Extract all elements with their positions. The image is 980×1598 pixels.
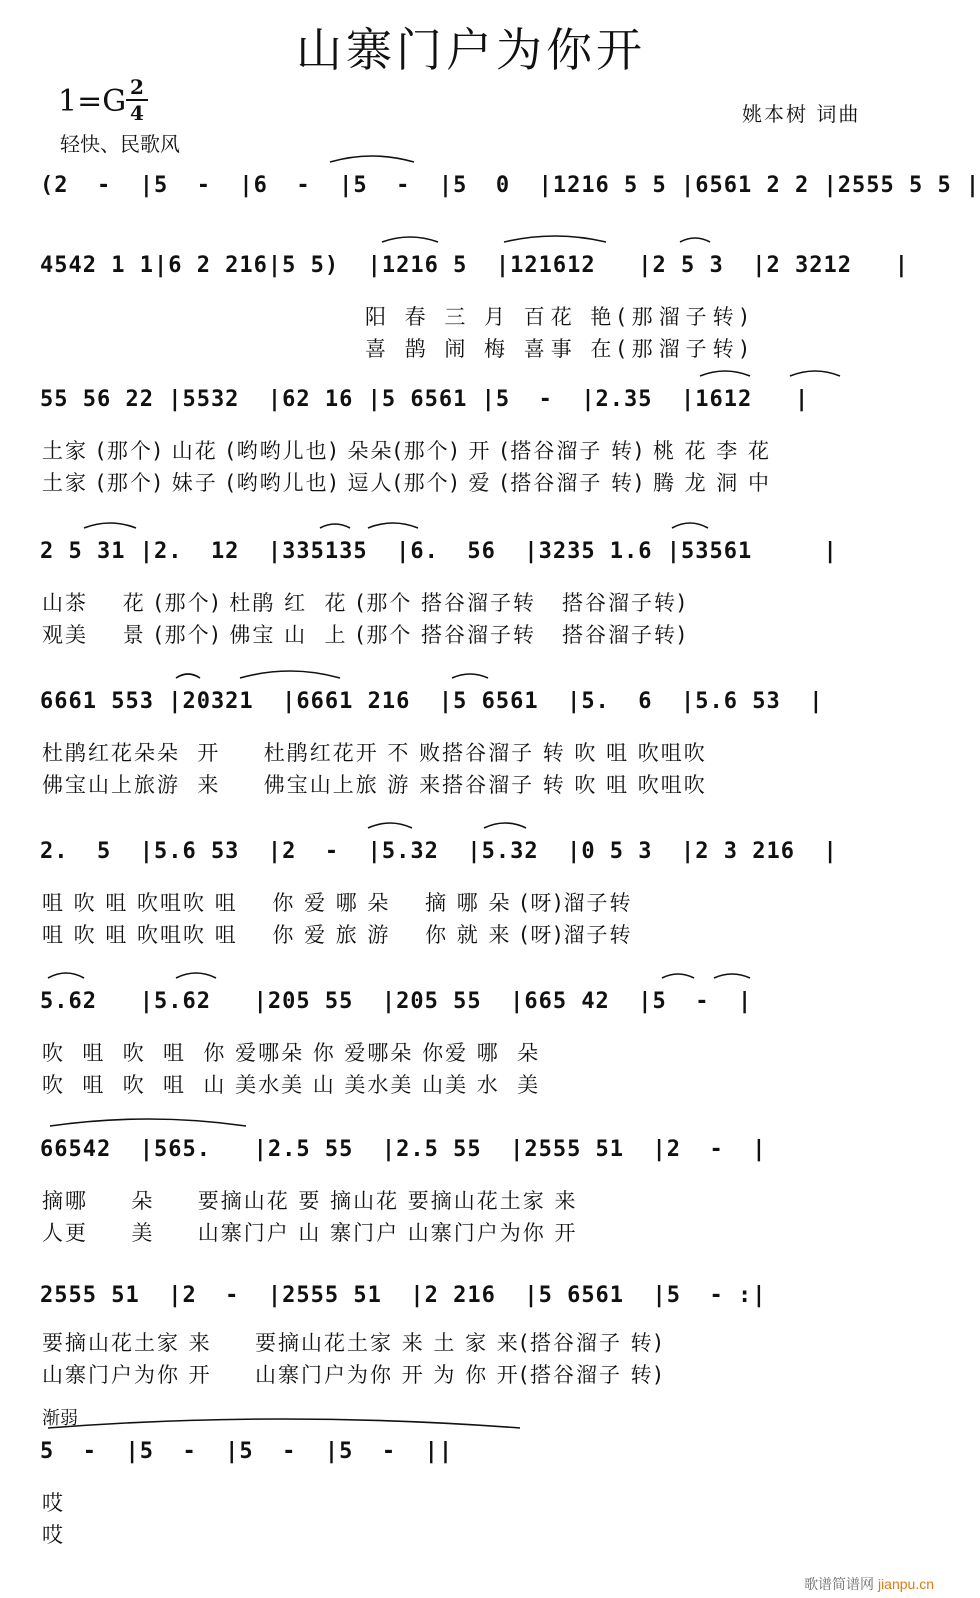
slur <box>484 823 526 828</box>
lyric-line: 山寨门户为你 开 山寨门户为你 开 为 你 开(搭谷溜子 转) <box>42 1363 664 1387</box>
slur <box>680 238 710 242</box>
lyric-line: 咀 吹 咀 吹咀吹 咀 你 爱 哪 朵 摘 哪 朵 (呀)溜子转 <box>42 891 633 915</box>
lyric-line: 佛宝山上旅游 来 佛宝山上旅 游 来搭谷溜子 转 吹 咀 吹咀吹 <box>42 773 707 797</box>
time-signature-top: 2 <box>130 75 144 99</box>
slur <box>382 237 438 242</box>
author-credit: 姚本树 词曲 <box>742 102 861 126</box>
lyric-line: 要摘山花土家 来 要摘山花土家 来 土 家 来(搭谷溜子 转) <box>42 1331 664 1355</box>
slur <box>48 1419 520 1428</box>
song-title: 山寨门户为你开 <box>296 23 646 77</box>
dynamic-marking: 渐弱 <box>42 1408 78 1429</box>
lyric-line: 喜 鹊 闹 梅 喜事 在(那溜子转) <box>365 337 754 361</box>
notation-row: 2555 51 |2 - |2555 51 |2 216 |5 6561 |5 - :| <box>40 1283 767 1308</box>
notation-row: 55 56 22 |5532 |62 16 |5 6561 |5 - |2.35 |1612 | <box>40 387 810 412</box>
watermark-site-url: jianpu.cn <box>877 1576 934 1592</box>
slur <box>320 524 350 528</box>
slur <box>330 156 414 162</box>
lyric-line: 阳 春 三 月 百花 艳(那溜子转) <box>365 305 754 329</box>
lyric-line: 人更 美 山寨门户 山 寨门户 山寨门户为你 开 <box>42 1221 578 1245</box>
slur <box>240 671 340 678</box>
notation-row: 5.62 |5.62 |205 55 |205 55 |665 42 |5 - | <box>40 989 753 1014</box>
slur <box>368 823 412 828</box>
lyric-line: 杜鹃红花朵朵 开 杜鹃红花开 不 败搭谷溜子 转 吹 咀 吹咀吹 <box>42 741 707 765</box>
notation-row: 66542 |565. |2.5 55 |2.5 55 |2555 51 |2 - | <box>40 1137 767 1162</box>
slur <box>700 371 750 376</box>
slur <box>790 371 840 376</box>
slur <box>176 973 216 978</box>
lyric-line: 吹 咀 吹 咀 你 爱哪朵 你 爱哪朵 你爱 哪 朵 <box>42 1041 541 1065</box>
notation-row: 2 5 31 |2. 12 |335135 |6. 56 |3235 1.6 |53561 | <box>40 539 838 564</box>
notation-row: 6661 553 |20321 |6661 216 |5 6561 |5. 6 |5.6 53 | <box>40 689 824 714</box>
lyric-line: 哎 <box>42 1523 65 1547</box>
notation-row: 5 - |5 - |5 - |5 - || <box>40 1439 454 1464</box>
slur <box>50 1119 246 1126</box>
lyric-line: 山茶 花 (那个) 杜鹃 红 花 (那个 搭谷溜子转 搭谷溜子转) <box>42 591 688 615</box>
time-signature-bottom: 4 <box>130 101 144 125</box>
slur <box>714 974 750 978</box>
slur <box>48 973 84 978</box>
slur <box>176 674 200 678</box>
site-watermark <box>804 1574 934 1594</box>
notation-row: 4542 1 1|6 2 216|5 5) |1216 5 |121612 |2 5 3 |2 3212 | <box>40 253 909 278</box>
lyric-line: 摘哪 朵 要摘山花 要 摘山花 要摘山花土家 来 <box>42 1189 578 1213</box>
key-signature: 1=G <box>58 84 127 119</box>
watermark-site-name: 歌谱简谱网 <box>804 1576 875 1592</box>
lyric-line: 哎 <box>42 1491 65 1515</box>
notation-row: (2 - |5 - |6 - |5 - |5 0 |1216 5 5 |6561 2 2 |2555 5 5 | <box>40 173 980 198</box>
lyric-line: 咀 吹 咀 吹咀吹 咀 你 爱 旅 游 你 就 来 (呀)溜子转 <box>42 923 633 947</box>
slur <box>662 974 694 978</box>
lyric-line: 吹 咀 吹 咀 山 美水美 山 美水美 山美 水 美 <box>42 1073 541 1097</box>
lyric-line: 土家 (那个) 山花 (哟哟儿也) 朵朵(那个) 开 (搭谷溜子 转) 桃 花 李 花 <box>42 439 771 463</box>
slur <box>672 523 708 528</box>
slur <box>452 674 488 678</box>
lyric-line: 土家 (那个) 妹子 (哟哟儿也) 逗人(那个) 爱 (搭谷溜子 转) 腾 龙 洞 中 <box>42 471 771 495</box>
tempo-marking: 轻快、民歌风 <box>60 132 180 156</box>
slur <box>504 236 606 242</box>
lyric-line: 观美 景 (那个) 佛宝 山 上 (那个 搭谷溜子转 搭谷溜子转) <box>42 623 688 647</box>
slur <box>84 523 136 528</box>
notation-row: 2. 5 |5.6 53 |2 - |5.32 |5.32 |0 5 3 |2 3 216 | <box>40 839 838 864</box>
slur <box>368 523 418 528</box>
